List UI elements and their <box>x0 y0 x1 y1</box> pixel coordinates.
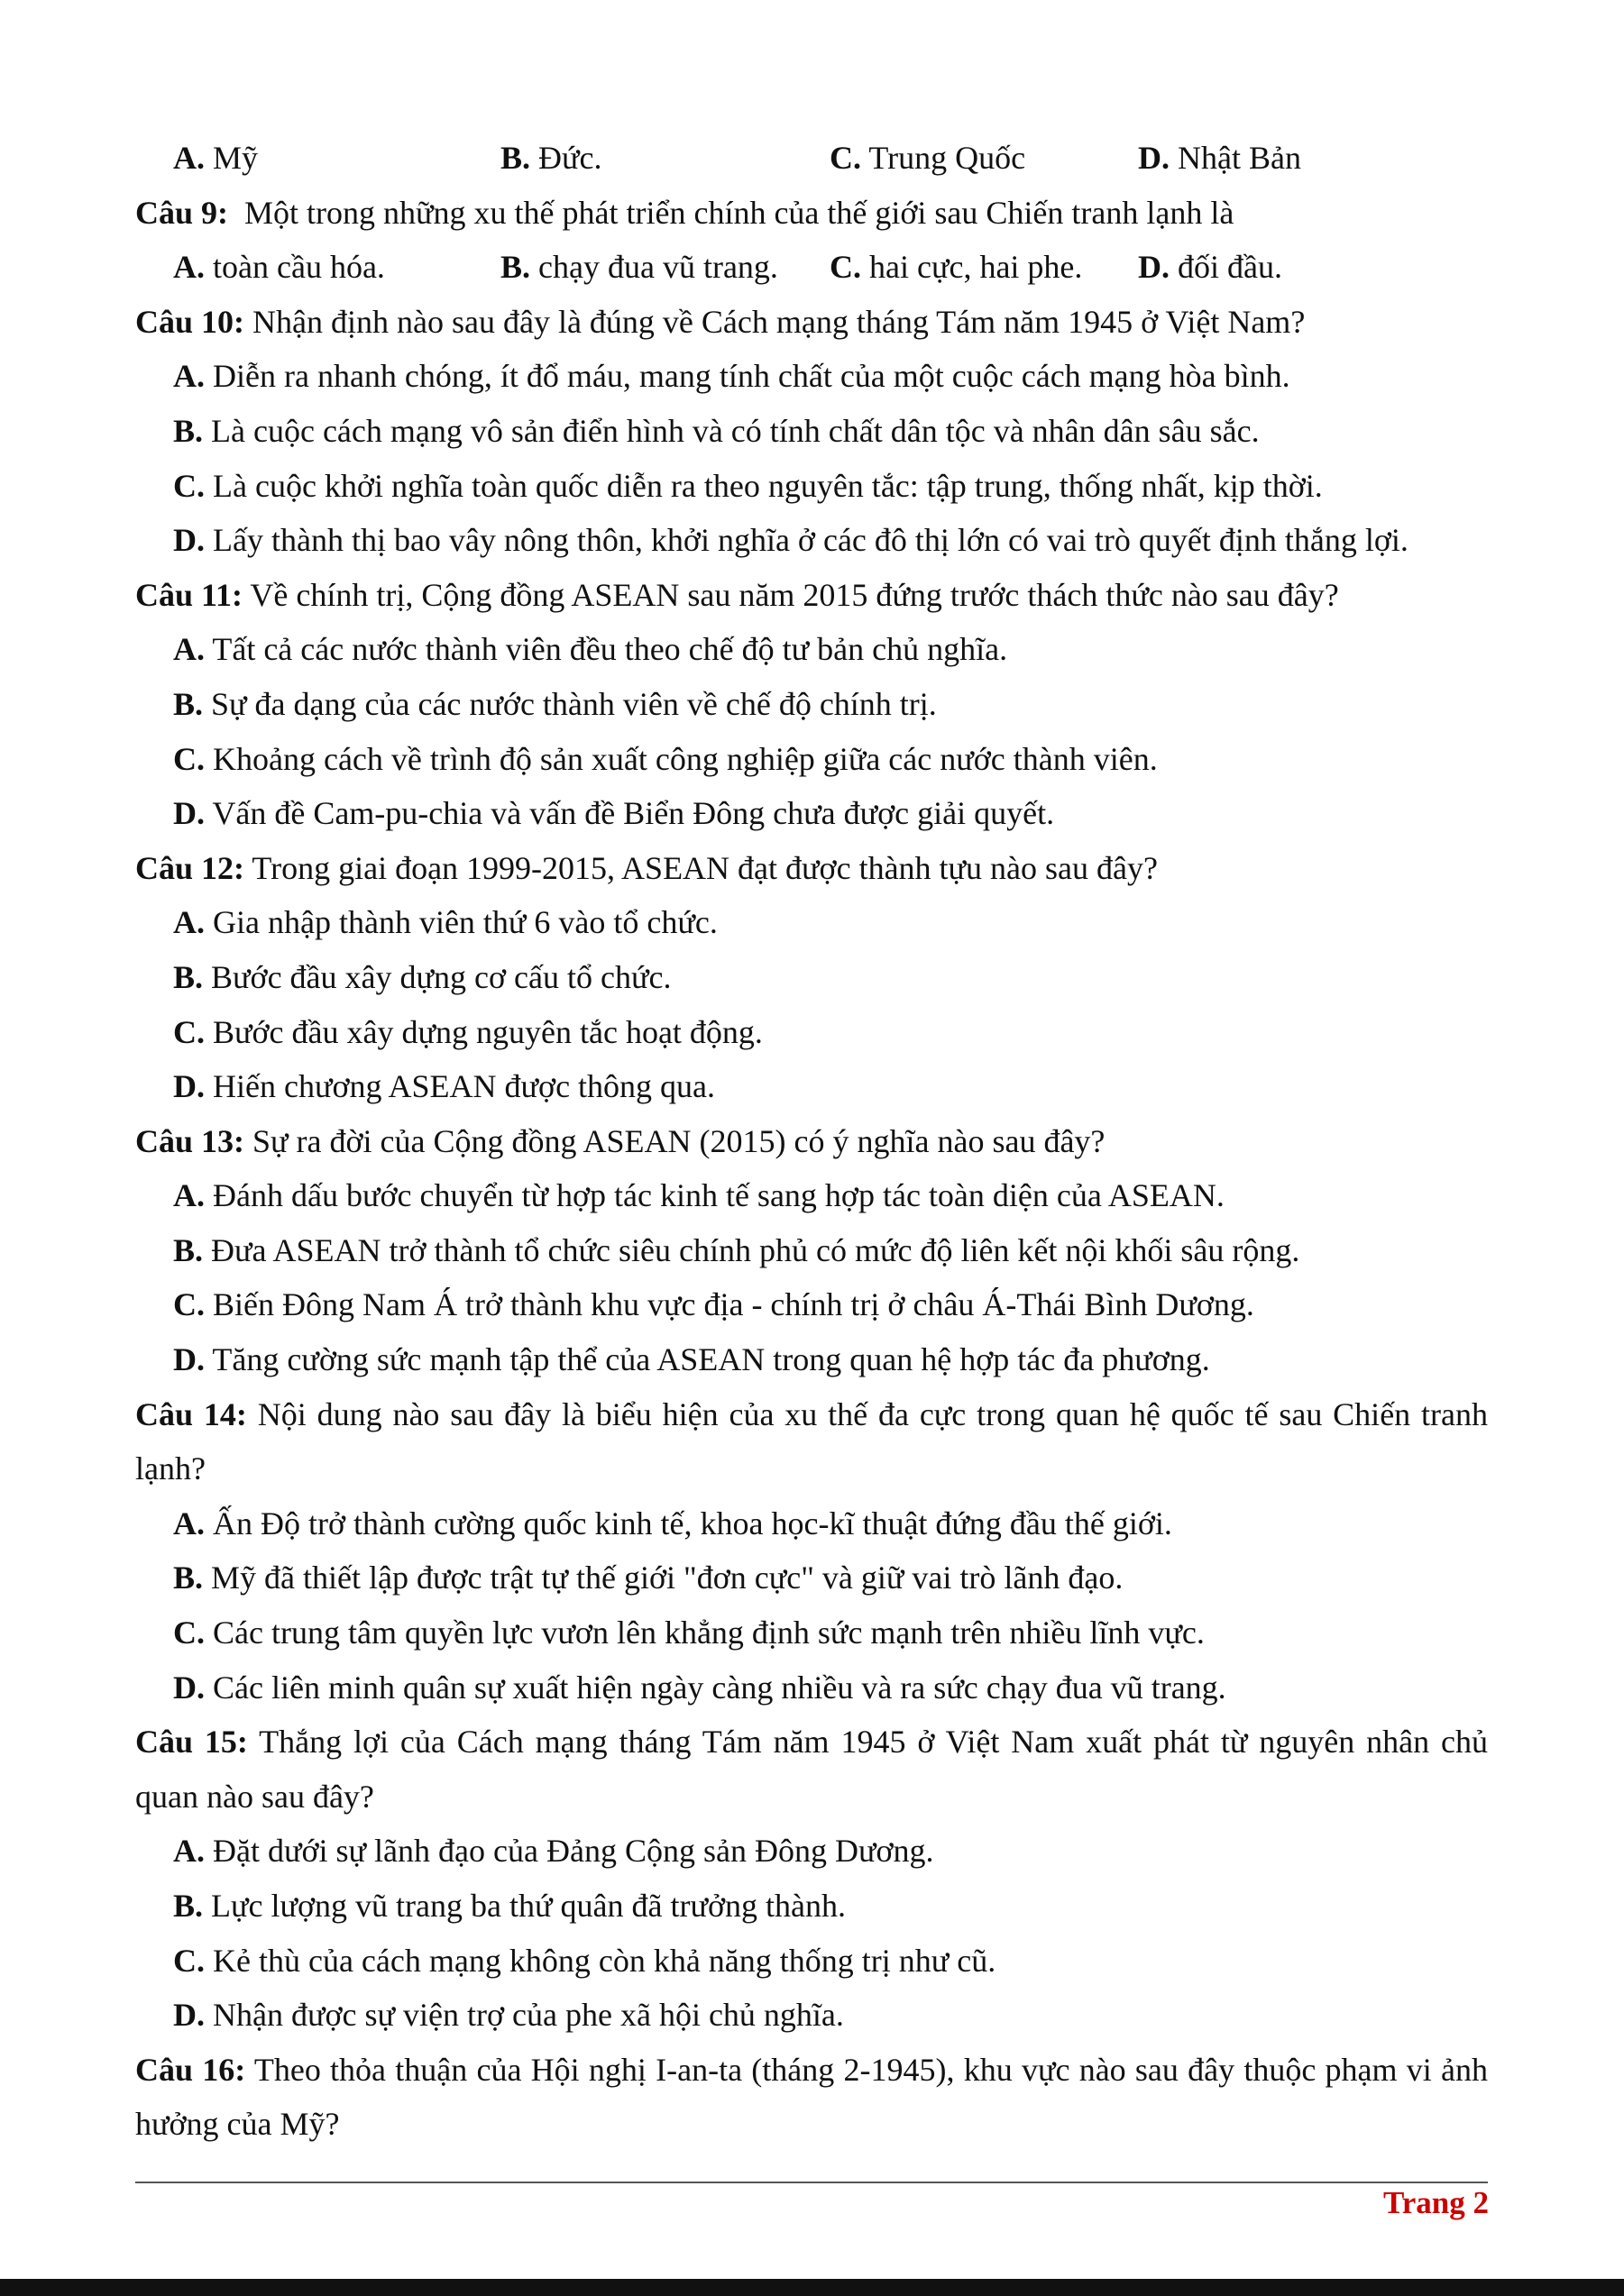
q9-option-a: A. toàn cầu hóa. <box>173 249 385 286</box>
footer-divider <box>135 2182 1488 2183</box>
q8-option-a: A. Mỹ <box>173 140 259 176</box>
q15-option-c: C. Kẻ thù của cách mạng không còn khả năng thống trị như cũ. <box>173 1942 996 1979</box>
q15-option-d: D. Nhận được sự viện trợ của phe xã hội chủ nghĩa. <box>173 1997 844 2034</box>
question-15 <box>135 1715 1488 2043</box>
q14-option-c: C. Các trung tâm quyền lực vươn lên khẳng định sức mạnh trên nhiều lĩnh vực. <box>173 1615 1205 1651</box>
question-13 <box>135 1114 1488 1387</box>
question-14 <box>135 1387 1488 1715</box>
question-stem: Câu 16: Theo thỏa thuận của Hội nghị I-an-ta (tháng 2-1945), khu vực nào sau đây thuộc phạm vi ảnh hưởng của Mỹ? <box>135 2051 1488 2143</box>
question-16 <box>135 2043 1488 2152</box>
q8-options <box>135 131 1488 186</box>
q12-option-c: C. Bước đầu xây dựng nguyên tắc hoạt động. <box>173 1013 763 1050</box>
q10-option-b: B. Là cuộc cách mạng vô sản điển hình và có tính chất dân tộc và nhân dân sâu sắc. <box>173 412 1260 449</box>
q13-option-d: D. Tăng cường sức mạnh tập thể của ASEAN trong quan hệ hợp tác đa phương. <box>173 1341 1210 1378</box>
q13-option-c: C. Biến Đông Nam Á trở thành khu vực địa - chính trị ở châu Á-Thái Bình Dương. <box>173 1286 1254 1323</box>
q10-option-d: D. Lấy thành thị bao vây nông thôn, khởi nghĩa ở các đô thị lớn có vai trò quyết định thắng lợi. <box>173 522 1408 559</box>
question-stem: Câu 15: Thắng lợi của Cách mạng tháng Tám năm 1945 ở Việt Nam xuất phát từ nguyên nhân chủ quan nào sau đây? <box>135 1724 1489 1815</box>
q9-option-d: D. đối đầu. <box>1138 249 1282 286</box>
question-11 <box>135 568 1488 841</box>
q11-option-a: A. Tất cả các nước thành viên đều theo chế độ tư bản chủ nghĩa. <box>173 631 1008 668</box>
q9-options <box>135 240 1488 295</box>
question-stem: Câu 10: Nhận định nào sau đây là đúng về Cách mạng tháng Tám năm 1945 ở Việt Nam? <box>135 303 1306 340</box>
q13-option-b: B. Đưa ASEAN trở thành tổ chức siêu chính phủ có mức độ liên kết nội khối sâu rộng. <box>173 1231 1300 1268</box>
q15-option-a: A. Đặt dưới sự lãnh đạo của Đảng Cộng sản Đông Dương. <box>173 1833 934 1870</box>
q9-option-c: C. hai cực, hai phe. <box>830 249 1083 286</box>
question-stem: Câu 11: Về chính trị, Cộng đồng ASEAN sau năm 2015 đứng trước thách thức nào sau đây? <box>135 576 1339 613</box>
question-stem: Câu 12: Trong giai đoạn 1999-2015, ASEAN đạt được thành tựu nào sau đây? <box>135 849 1158 886</box>
question-stem: Câu 14: Nội dung nào sau đây là biểu hiện của xu thế đa cực trong quan hệ quốc tế sau Chiến tranh lạnh? <box>135 1395 1488 1487</box>
q15-option-b: B. Lực lượng vũ trang ba thứ quân đã trưởng thành. <box>173 1888 846 1924</box>
q13-option-a: A. Đánh dấu bước chuyển từ hợp tác kinh tế sang hợp tác toàn diện của ASEAN. <box>173 1177 1225 1214</box>
q12-option-a: A. Gia nhập thành viên thứ 6 vào tổ chức. <box>173 904 718 941</box>
q14-option-a: A. Ấn Độ trở thành cường quốc kinh tế, khoa học-kĩ thuật đứng đầu thế giới. <box>173 1505 1172 1541</box>
q8-option-c: C. Trung Quốc <box>830 140 1026 176</box>
question-stem: Câu 13: Sự ra đời của Cộng đồng ASEAN (2015) có ý nghĩa nào sau đây? <box>135 1122 1106 1159</box>
q11-option-d: D. Vấn đề Cam-pu-chia và vấn đề Biển Đông chưa được giải quyết. <box>173 795 1055 832</box>
q10-option-c: C. Là cuộc khởi nghĩa toàn quốc diễn ra theo nguyên tắc: tập trung, thống nhất, kịp thời. <box>173 467 1323 504</box>
q14-option-b: B. Mỹ đã thiết lập được trật tự thế giới "đơn cực" và giữ vai trò lãnh đạo. <box>173 1560 1124 1596</box>
q11-option-b: B. Sự đa dạng của các nước thành viên về chế độ chính trị. <box>173 685 937 722</box>
q10-option-a: A. Diễn ra nhanh chóng, ít đổ máu, mang tính chất của một cuộc cách mạng hòa bình. <box>173 358 1290 395</box>
q8-option-d: D. Nhật Bản <box>1138 140 1301 176</box>
q8-option-b: B. Đức. <box>500 140 602 176</box>
page-number: Trang 2 <box>1383 2185 1489 2220</box>
exam-page <box>135 131 1488 2152</box>
q9-option-b: B. chạy đua vũ trang. <box>500 249 778 286</box>
question-stem: Câu 9: Một trong những xu thế phát triển chính của thế giới sau Chiến tranh lạnh là <box>135 194 1234 231</box>
question-9 <box>135 186 1488 295</box>
q14-option-d: D. Các liên minh quân sự xuất hiện ngày càng nhiều và ra sức chạy đua vũ trang. <box>173 1669 1226 1706</box>
question-12 <box>135 841 1488 1114</box>
q12-option-d: D. Hiến chương ASEAN được thông qua. <box>173 1068 716 1105</box>
q11-option-c: C. Khoảng cách về trình độ sản xuất công nghiệp giữa các nước thành viên. <box>173 740 1158 777</box>
bottom-edge-bar <box>0 2279 1624 2296</box>
question-10 <box>135 295 1488 568</box>
q12-option-b: B. Bước đầu xây dựng cơ cấu tổ chức. <box>173 958 672 995</box>
